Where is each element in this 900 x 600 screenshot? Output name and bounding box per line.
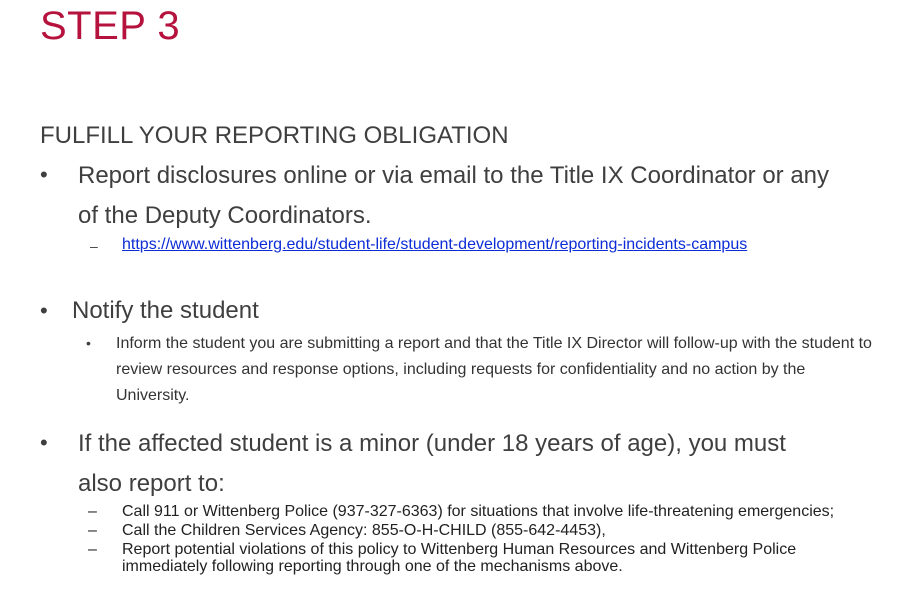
bullet-notify-student: Notify the student <box>72 297 259 324</box>
inform-student-text: Inform the student you are submitting a report and that the Title IX Director will follow-up with the student to review resources and response options, including requests for confidentiality and no action by the University. <box>116 335 872 404</box>
list-item <box>88 503 868 520</box>
sub-bullet-marker: • <box>86 335 91 351</box>
slide-title: STEP 3 <box>40 4 181 48</box>
list-item <box>88 541 868 575</box>
bullet-text-line: If the affected student is a minor (under 18 years of age), you must <box>78 430 786 457</box>
sub-dash-marker: – <box>88 522 97 539</box>
bullet-text-line: Report disclosures online or via email to the Title IX Coordinator or any <box>78 162 830 189</box>
list-item-text: Call 911 or Wittenberg Police (937-327-6363) for situations that involve life-threatening emergencies; <box>122 503 835 520</box>
list-item-text: Call the Children Services Agency: 855-O-H-CHILD (855-642-4453), <box>122 522 606 539</box>
list-item-text: Report potential violations of this policy to Wittenberg Human Resources and Wittenberg Police immediately following reporting through one of the mechanisms above. <box>122 541 797 575</box>
minor-report-list <box>88 503 868 577</box>
reporting-incidents-link[interactable]: https://www.wittenberg.edu/student-life/student-development/reporting-incidents-campus <box>122 236 748 253</box>
section-heading: FULFILL YOUR REPORTING OBLIGATION <box>40 122 509 149</box>
bullet-report-disclosures <box>78 156 888 236</box>
bullet-marker: • <box>40 162 48 187</box>
bullet-marker: • <box>40 430 48 455</box>
bullet-text-line: also report to: <box>78 470 225 497</box>
list-item <box>88 522 868 539</box>
bullet-text-line: of the Deputy Coordinators. <box>78 202 372 229</box>
sub-dash-marker: – <box>90 238 98 254</box>
sub-dash-marker: – <box>88 503 97 520</box>
bullet-marker: • <box>40 298 48 323</box>
sub-dash-marker: – <box>88 541 97 558</box>
bullet-minor-report <box>78 424 888 504</box>
